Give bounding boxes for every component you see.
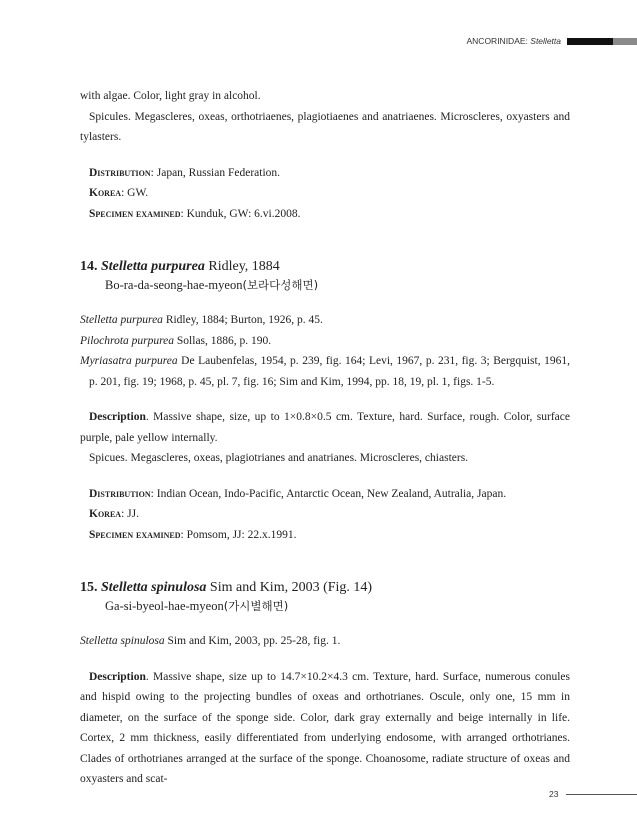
korea-value: : JJ. [121,508,139,520]
korean-name: (가시별해면) [223,599,289,613]
synonym-name: Stelletta spinulosa [80,635,165,647]
synonym-line [80,351,570,392]
synonym-ref: Sollas, 1886, p. 190. [174,334,272,347]
distribution-value: : Japan, Russian Federation. [150,166,281,179]
synonym-line [80,331,570,352]
description-paragraph [80,667,570,790]
spicules-paragraph: Spicules. Megascleres, oxeas, orthotriaenes, plagiotiaenes and anatriaenes. Microscleres, oxyasters and tylasters. [80,110,570,143]
spicules-paragraph: Spicues. Megascleres, oxeas, plagiotrianes and anatrianes. Microscleres, chiasters. [89,452,469,464]
korea-label: Korea [89,187,122,199]
synonym-ref: Ridley, 1884; Burton, 1926, p. 45. [162,314,323,326]
distribution-line [80,163,570,184]
description-paragraph [80,407,570,448]
species-name: Stelletta purpurea [101,259,205,274]
species-name: Stelletta spinulosa [101,580,207,595]
synonym-name: Stelletta purpurea [80,314,163,326]
specimen-value: : Pomsom, JJ: 22.x.1991. [180,528,297,541]
running-head-text [467,36,562,46]
species-15-heading [80,578,570,597]
specimen-value: : Kunduk, GW: 6.vi.2008. [180,207,301,220]
species-author: Sim and Kim, 2003 (Fig. 14) [206,580,373,595]
korea-value: : GW. [121,187,149,199]
running-head-genus: Stelletta [530,36,561,46]
footer-rule [566,794,637,795]
distribution-label: Distribution [89,166,151,179]
running-head-black-bar [567,38,613,45]
specimen-label: Specimen examined [89,528,181,541]
specimen-label: Specimen examined [89,207,181,220]
distribution-line [80,484,570,505]
species-number: 14. [80,259,98,274]
page-number: 23 [549,789,559,799]
synonym-name: Myriasatra purpurea [80,355,178,367]
distribution-label: Distribution [89,487,151,500]
korean-name: (보라다성해면) [242,278,319,292]
korea-line [80,504,570,525]
description-label: Description [89,411,146,423]
running-head-gray-bar [613,38,637,45]
synonym-ref: Sim and Kim, 2003, pp. 25-28, fig. 1. [164,635,341,647]
synonym-line [80,310,570,331]
species-15-korean-name [105,597,570,616]
species-number: 15. [80,580,98,595]
description-text: . Massive shape, size up to 14.7×10.2×4.3 cm. Texture, hard. Surface, numerous conules and hispid owing to the projecting bundles of oxeas and orthotrianes. Oscule, only one, 15 mm in diameter, on the surface of the sponge side. Color, dark gray externally and beige internally in life. Cortex, 2 mm thickness, easily differentiated from underlying endosome, with arranged orthotrianes. Clades of orthotrianes arranged at the surface of the sponge. Choanosome, radiate structure of oxeas and oxyasters and scat- [80,670,570,785]
romanized-name: Bo-ra-da-seong-hae-myeon [105,278,243,292]
page-content [80,86,570,790]
running-head [467,36,637,46]
synonym-line [80,631,570,652]
description-text: . Massive shape, size, up to 1×0.8×0.5 cm. Texture, hard. Surface, rough. Color, surface purple, pale yellow internally. [80,411,570,444]
species-14-korean-name [105,276,570,295]
korea-label: Korea [89,508,122,520]
specimen-line [80,204,570,225]
specimen-line [80,525,570,546]
distribution-value: : Indian Ocean, Indo-Pacific, Antarctic Ocean, New Zealand, Autralia, Japan. [150,487,507,500]
romanized-name: Ga-si-byeol-hae-myeon [105,599,224,613]
synonym-ref: De Laubenfelas, 1954, p. 239, fig. 164; Levi, 1967, p. 231, fig. 3; Bergquist, 1961, p. 201, fig. 19; 1968, p. 45, pl. 7, fig. 16; Sim and Kim, 1994, pp. 18, 19, pl. 1, figs. 1-5. [89,355,570,388]
running-head-family: ANCORINIDAE: [466,36,528,46]
description-label: Description [89,670,146,683]
species-author: Ridley, 1884 [204,259,280,274]
species-14-heading [80,257,570,276]
korea-line [80,183,570,204]
synonym-name: Pilochrota purpurea [80,334,175,347]
color-line: with algae. Color, light gray in alcohol. [80,90,261,102]
page-footer [549,789,637,799]
